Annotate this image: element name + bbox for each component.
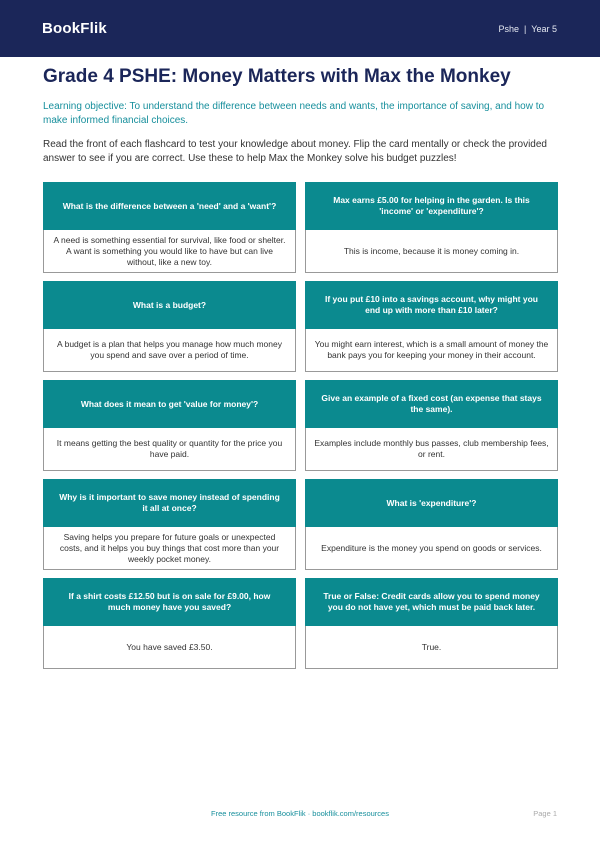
intro-text: Read the front of each flashcard to test your knowledge about money. Flip the card mentally or check the provided answer to see if you are correct. Use these to help Max the Monkey solve his budget puzzles! xyxy=(43,139,547,164)
flashcard xyxy=(305,479,558,570)
flashcard xyxy=(43,182,296,273)
flashcard-question: Max earns £5.00 for helping in the garden. Is this 'income' or 'expenditure'? xyxy=(305,182,558,230)
year-label: Year 5 xyxy=(531,23,557,34)
footer-credit: Free resource from BookFlik · bookflik.com/resources xyxy=(211,809,389,818)
page-title: Grade 4 PSHE: Money Matters with Max the Monkey xyxy=(43,66,511,87)
flashcard-question: Give an example of a fixed cost (an expense that stays the same). xyxy=(305,380,558,428)
flashcard-question: Why is it important to save money instead of spending it all at once? xyxy=(43,479,296,527)
flashcard-question: If you put £10 into a savings account, why might you end up with more than £10 later? xyxy=(305,281,558,329)
flashcard-question: What is a budget? xyxy=(43,281,296,329)
flashcard-grid xyxy=(43,182,558,669)
subject-label: Pshe xyxy=(498,23,519,34)
flashcard xyxy=(43,281,296,372)
flashcard-question: What is 'expenditure'? xyxy=(305,479,558,527)
flashcard xyxy=(305,182,558,273)
flashcard xyxy=(305,380,558,471)
flashcard-answer: You might earn interest, which is a small amount of money the bank pays you for keeping your money in their account. xyxy=(305,329,558,372)
flashcard-answer: It means getting the best quality or quantity for the price you have paid. xyxy=(43,428,296,471)
page-header xyxy=(0,0,600,57)
brand-logo: BookFlik xyxy=(42,20,107,37)
learning-objective: Learning objective: To understand the difference between needs and wants, the importance of saving, and how to make informed financial choices. xyxy=(43,101,545,126)
flashcard-answer: True. xyxy=(305,626,558,669)
flashcard xyxy=(43,578,296,669)
flashcard-answer: Saving helps you prepare for future goals or unexpected costs, and it helps you buy things that cost more than your weekly pocket money. xyxy=(43,527,296,570)
page-number: Page 1 xyxy=(533,809,557,818)
flashcard xyxy=(305,578,558,669)
flashcard-question: If a shirt costs £12.50 but is on sale for £9.00, how much money have you saved? xyxy=(43,578,296,626)
header-meta xyxy=(498,24,557,34)
flashcard-answer: Examples include monthly bus passes, club membership fees, or rent. xyxy=(305,428,558,471)
header-separator: | xyxy=(523,23,527,34)
flashcard xyxy=(43,479,296,570)
flashcard-question: True or False: Credit cards allow you to spend money you do not have yet, which must be paid back later. xyxy=(305,578,558,626)
flashcard-answer: You have saved £3.50. xyxy=(43,626,296,669)
flashcard xyxy=(43,380,296,471)
flashcard-answer: Expenditure is the money you spend on goods or services. xyxy=(305,527,558,570)
flashcard-question: What does it mean to get 'value for money'? xyxy=(43,380,296,428)
flashcard-answer: A budget is a plan that helps you manage how much money you spend and save over a period of time. xyxy=(43,329,296,372)
flashcard-question: What is the difference between a 'need' and a 'want'? xyxy=(43,182,296,230)
flashcard-answer: A need is something essential for survival, like food or shelter. A want is something you would like to have but can live without, like a new toy. xyxy=(43,230,296,273)
flashcard-answer: This is income, because it is money coming in. xyxy=(305,230,558,273)
flashcard xyxy=(305,281,558,372)
